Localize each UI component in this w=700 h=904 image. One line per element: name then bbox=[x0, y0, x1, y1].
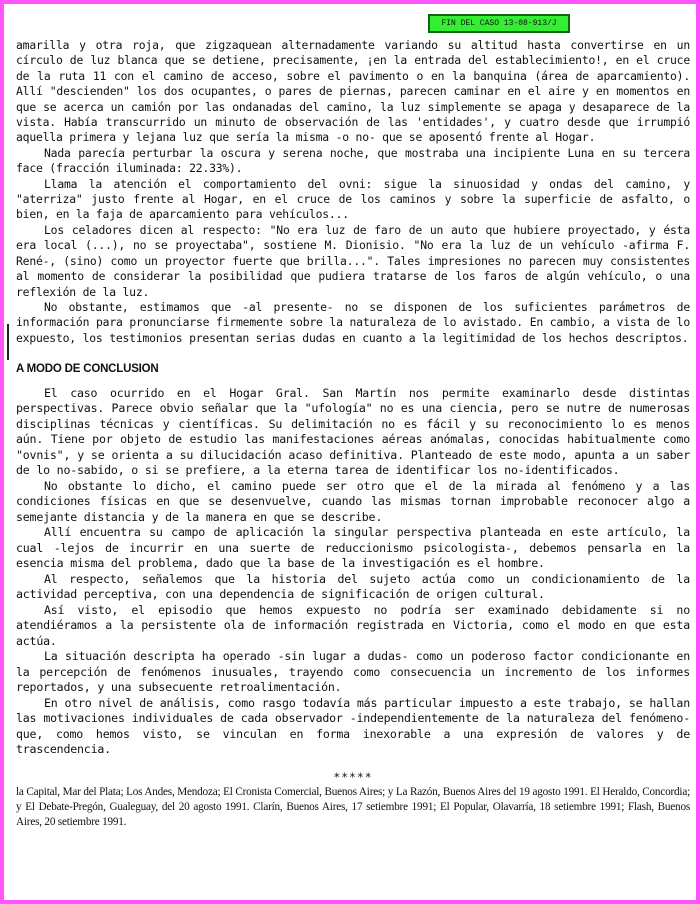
paragraph-4: Los celadores dicen al respecto: "No era luz de faro de un auto que hubiere proyectado, y ésta era local (...), no se proyectaba", sostiene M. Dionisio. "No era la luz de un vehículo -afirma F. René-, (sino) como un proyector fuerte que brilla...". Tales impresiones no parecen muy consistentes al momento de considerar la posibilidad que pudiera tratarse de los faros de algún vehículo, o una reflexión de la luz. bbox=[16, 222, 690, 299]
margin-bar bbox=[7, 324, 9, 360]
paragraph-5: No obstante, estimamos que -al presente- no se disponen de los suficientes parámetros de información para pronunciarse firmemente sobre la naturaleza de lo avistado. En cambio, a vista de lo expuesto, los testimonios presentan serias dudas en cuanto a la legitimidad de los hechos descriptos. bbox=[16, 299, 690, 345]
section-heading: A MODO DE CONCLUSION bbox=[16, 363, 159, 376]
case-stamp: FIN DEL CASO 13-08-913/J bbox=[428, 14, 570, 33]
conclusion-section bbox=[16, 386, 690, 758]
separator-stars: ***** bbox=[333, 769, 373, 784]
conclusion-paragraph-1: El caso ocurrido en el Hogar Gral. San Martín nos permite examinarlo desde distintas perspectivas. Parece obvio señalar que la "ufología" no es una ciencia, pero se nutre de numerosas disciplinas técnicas y científicas. Su delimitación no es fácil y su reconocimiento lo es menos aún. Tiene por objeto de estudio las manifestaciones aéreas anómalas, conocidas habitualmente como "ovnis", y se orienta a su dilucidación acaso definitiva. Planteado de este modo, apunta a un saber de lo no-sabido, o si se prefiere, a la eterna tarea de identificar los no-identificados. bbox=[16, 385, 690, 478]
conclusion-paragraph-2: No obstante lo dicho, el camino puede ser otro que el de la mirada al fenómeno y a las condiciones físicas en que se desenvuelve, cuando las mismas tornan improbable reconocer algo a semejante distancia y de la manera en que se describe. bbox=[16, 478, 690, 524]
conclusion-paragraph-7: En otro nivel de análisis, como rasgo todavía más particular impuesto a este trabajo, se hallan las motivaciones individuales de cada observador -independientemente de la naturaleza del fenómeno- que, como hemos visto, se vinculan en forma inexorable a una expresión de valores y de trascendencia. bbox=[16, 695, 690, 757]
references: la Capital, Mar del Plata; Los Andes, Mendoza; El Cronista Comercial, Buenos Aires; y La Razón, Buenos Aires del 19 agosto 1991. El Heraldo, Concordia; y El Debate-Pregón, Gualeguay, del 20 agosto 1991. Clarín, Buenos Aires, 17 setiembre 1991; El Popular, Olavarría, 18 setiembre 1991; Flash, Buenos Aires, 20 setiembre 1991. bbox=[16, 785, 690, 829]
conclusion-paragraph-5: Así visto, el episodio que hemos expuesto no podría ser examinado debidamente si no atendiéramos a la persistente ola de información registrada en Victoria, como el modo en que esta actúa. bbox=[16, 602, 690, 648]
conclusion-paragraph-3: Allí encuentra su campo de aplicación la singular perspectiva planteada en este artículo, la cual -lejos de incurrir en una suerte de reduccionismo psicologista-, debemos pensarla en la esencia misma del problema, dado que la base de la investigación es el hombre. bbox=[16, 525, 690, 571]
document-body bbox=[16, 38, 690, 831]
conclusion-paragraph-4: Al respecto, señalemos que la historia del sujeto actúa como un condicionamiento de la actividad perceptiva, con una dependencia de significación de origen cultural. bbox=[16, 571, 690, 602]
paragraph-2: Nada parecía perturbar la oscura y serena noche, que mostraba una incipiente Luna en su tercera face (fracción iluminada: 22.33%). bbox=[16, 145, 690, 176]
paragraph-3: Llama la atención el comportamiento del ovni: sigue la sinuosidad y ondas del camino, y "aterriza" justo frente al Hogar, en el cruce de los caminos y sobre la superficie de asfalto, o bien, en la faja de aparcamiento para vehículos... bbox=[16, 176, 690, 222]
conclusion-paragraph-6: La situación descripta ha operado -sin lugar a dudas- como un poderoso factor condicionante en la percepción de fenómenos inusuales, trayendo como consecuencia un incremento de los informes reportados, y una subsecuente retroalimentación. bbox=[16, 649, 690, 695]
paragraph-1: amarilla y otra roja, que zigzaquean alternadamente variando su altitud hasta convertirse en un círculo de luz blanca que se detiene, precisamente, ¡en la entrada del establecimiento!, en el cruce de la ruta 11 con el camino de acceso, sobre el pavimento o en la banquina (área de aparcamiento). Allí "descienden" los dos ocupantes, o pares de piernas, parecen caminar en el aire y en momentos en que se acerca un camión por las ondanadas del camino, la luz simplemente se apaga y desaparece de la vista. Había transcurrido un minuto de observación de las 'entidades', y cuatro desde que irrumpió aquella primera y lejana luz que sería la misma -o no- que se aposentó frente al Hogar. bbox=[16, 38, 690, 145]
document-page bbox=[4, 4, 696, 900]
